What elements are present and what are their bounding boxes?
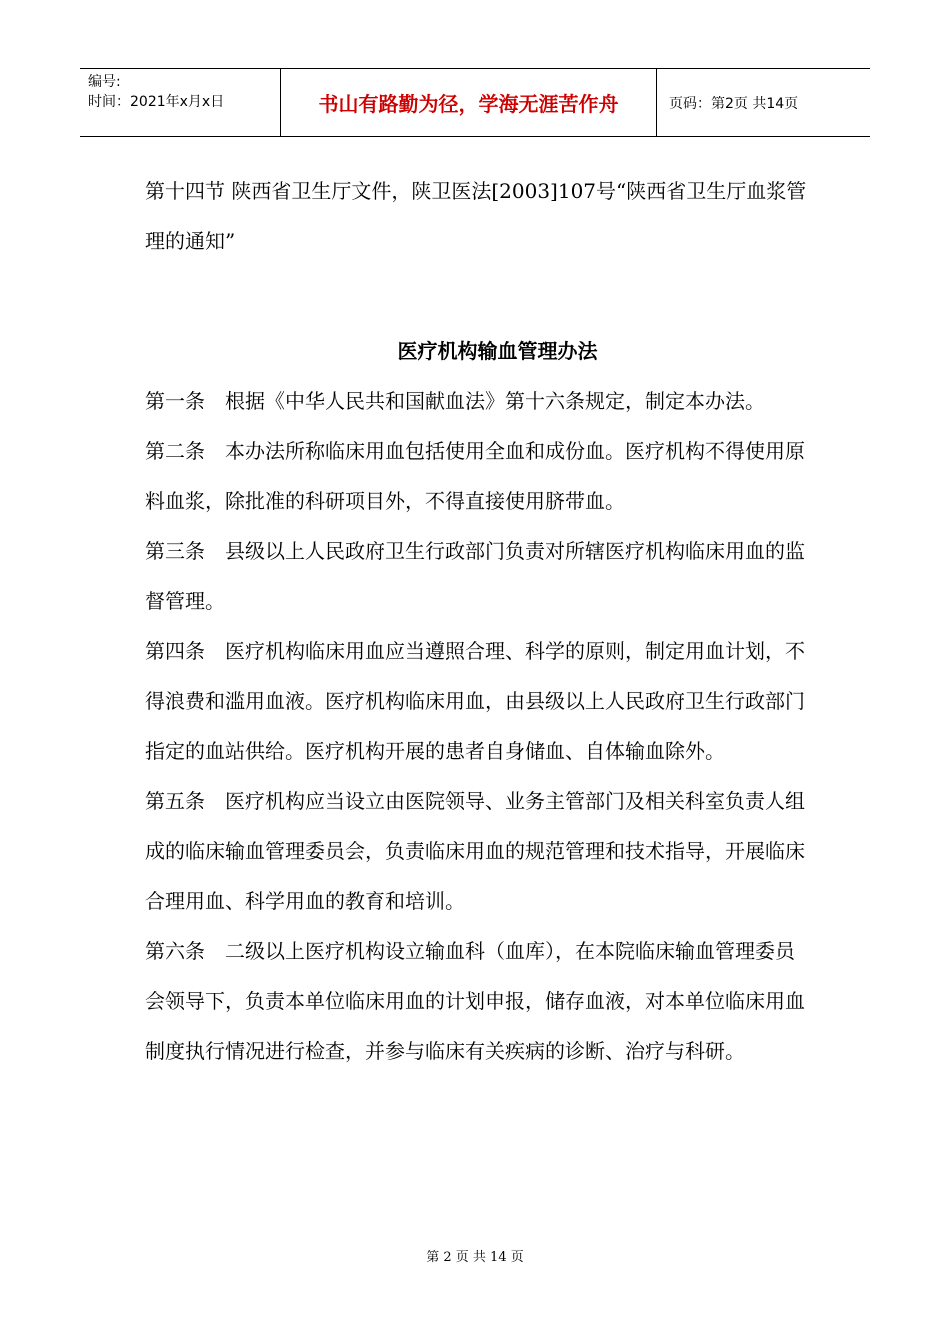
document-title: 医疗机构输血管理办法 — [397, 339, 598, 363]
article-paragraph: 第六条 二级以上医疗机构设立输血科（血库），在本院临床输血管理委员会领导下，负责本单位临床用血的计划申报，储存血液，对本单位临床用血制度执行情况进行检查，并参与临床有关疾病的诊断、治疗与科研。 — [145, 939, 805, 1063]
header-page-info: 页码：第2页 共14页 — [669, 95, 799, 112]
article-paragraph: 第三条 县级以上人民政府卫生行政部门负责对所辖医疗机构临床用血的监督管理。 — [145, 539, 805, 613]
time-label: 时间：2021年x月x日 — [88, 94, 225, 110]
document-body — [145, 166, 810, 1076]
article-paragraph: 第四条 医疗机构临床用血应当遵照合理、科学的原则，制定用血计划，不得浪费和滥用血液。医疗机构临床用血，由县级以上人民政府卫生行政部门指定的血站供给。医疗机构开展的患者自身储血、自体输血除外。 — [145, 639, 805, 763]
page-header — [80, 68, 870, 137]
intro-paragraph: 第十四节 陕西省卫生厅文件，陕卫医法[2003]107号“陕西省卫生厅血浆管理的通知” — [145, 179, 807, 253]
article-paragraph: 第五条 医疗机构应当设立由医院领导、业务主管部门及相关科室负责人组成的临床输血管理委员会，负责临床用血的规范管理和技术指导，开展临床合理用血、科学用血的教育和培训。 — [145, 789, 805, 913]
article-paragraph: 第一条 根据《中华人民共和国献血法》第十六条规定，制定本办法。 — [145, 389, 765, 413]
page-footer: 第 2 页 共 14 页 — [426, 1250, 524, 1265]
header-motto: 书山有路勤为径，学海无涯苦作舟 — [281, 69, 657, 136]
header-meta — [80, 69, 281, 136]
article-paragraph: 第二条 本办法所称临床用血包括使用全血和成份血。医疗机构不得使用原料血浆，除批准的科研项目外，不得直接使用脐带血。 — [145, 439, 805, 513]
code-label: 编号: — [88, 74, 121, 90]
